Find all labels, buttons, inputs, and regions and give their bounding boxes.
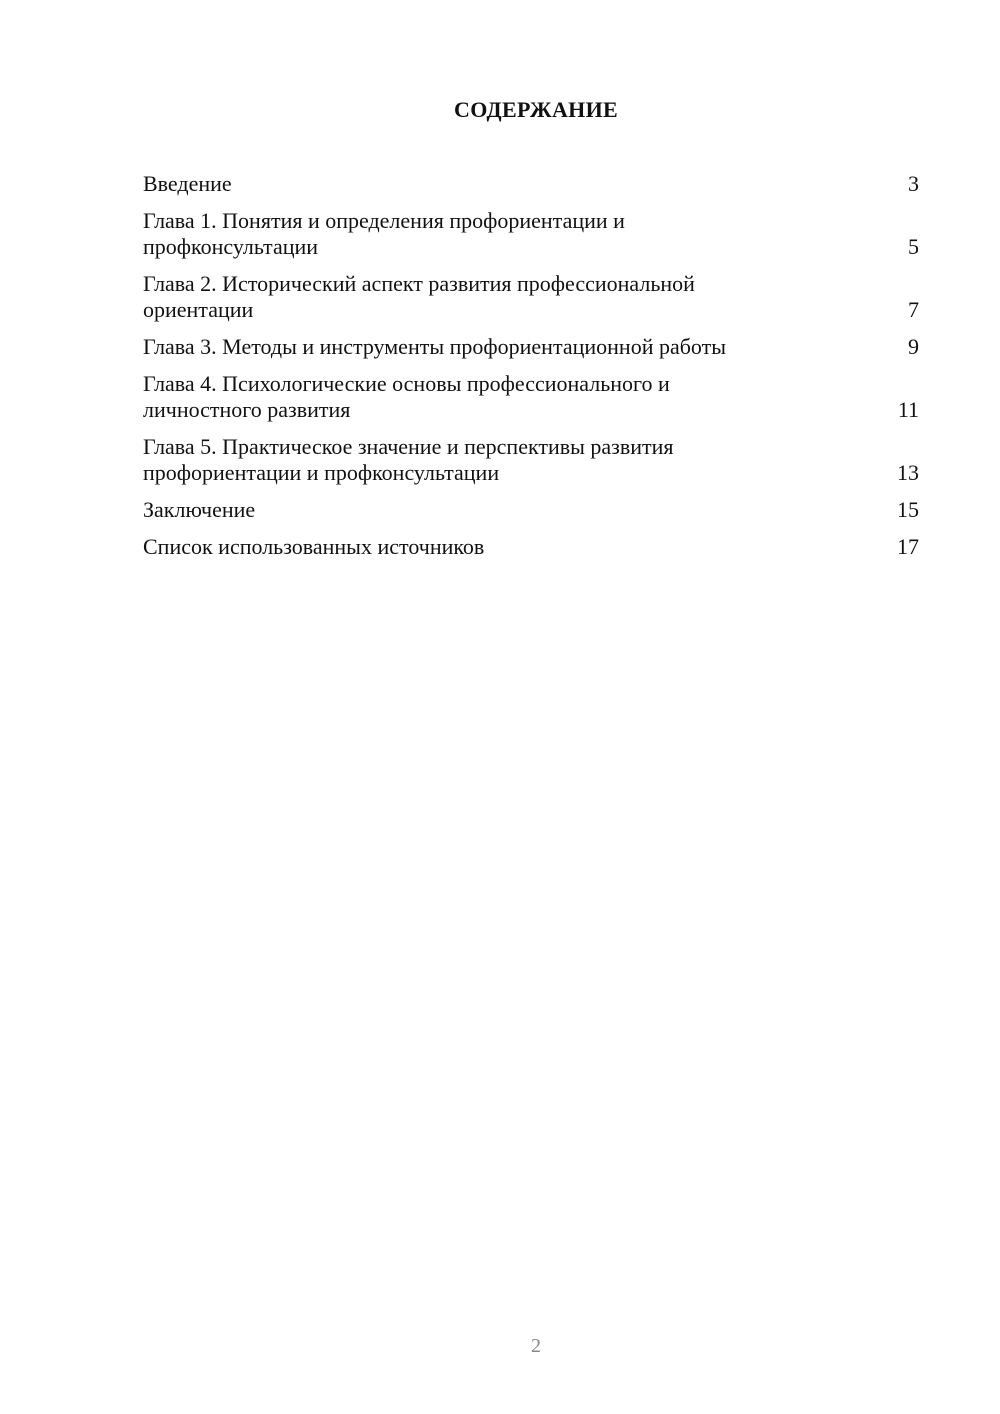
toc-entry-text: Глава 5. Практическое значение и перспективы развития профориентации и профконсультации [143,434,674,485]
toc-title: СОДЕРЖАНИЕ [454,97,618,122]
toc-entry-references [143,534,919,560]
toc-entry-chapter-5 [143,434,919,486]
toc-entry-page-number: 11 [897,397,919,422]
toc-entry-chapter-4 [143,371,919,423]
table-of-contents [143,171,919,571]
toc-entry-page-number: 15 [897,497,919,522]
toc-entry-page-number: 17 [897,534,919,559]
toc-entry-text: Заключение [143,497,256,522]
toc-entry-page-number: 13 [897,460,919,485]
page-number: 2 [531,1335,541,1357]
toc-entry-conclusion [143,497,919,523]
toc-entry-text: Глава 4. Психологические основы профессионального и личностного развития [143,371,670,422]
toc-entry-text: Глава 3. Методы и инструменты профориентационной работы [143,334,727,359]
toc-entry-chapter-2 [143,271,919,323]
toc-entry-chapter-1 [143,208,919,260]
toc-entry-page-number: 9 [908,334,919,359]
toc-entry-text: Глава 2. Исторический аспект развития профессиональной ориентации [143,271,695,322]
toc-entry-text: Глава 1. Понятия и определения профориентации и профконсультации [143,208,625,259]
toc-entry-introduction [143,171,919,197]
toc-entry-page-number: 5 [908,234,919,259]
toc-entry-text: Введение [143,171,232,196]
toc-entry-chapter-3 [143,334,919,360]
toc-entry-page-number: 7 [908,297,919,322]
toc-entry-text: Список использованных источников [143,534,485,559]
toc-entry-page-number: 3 [908,171,919,196]
